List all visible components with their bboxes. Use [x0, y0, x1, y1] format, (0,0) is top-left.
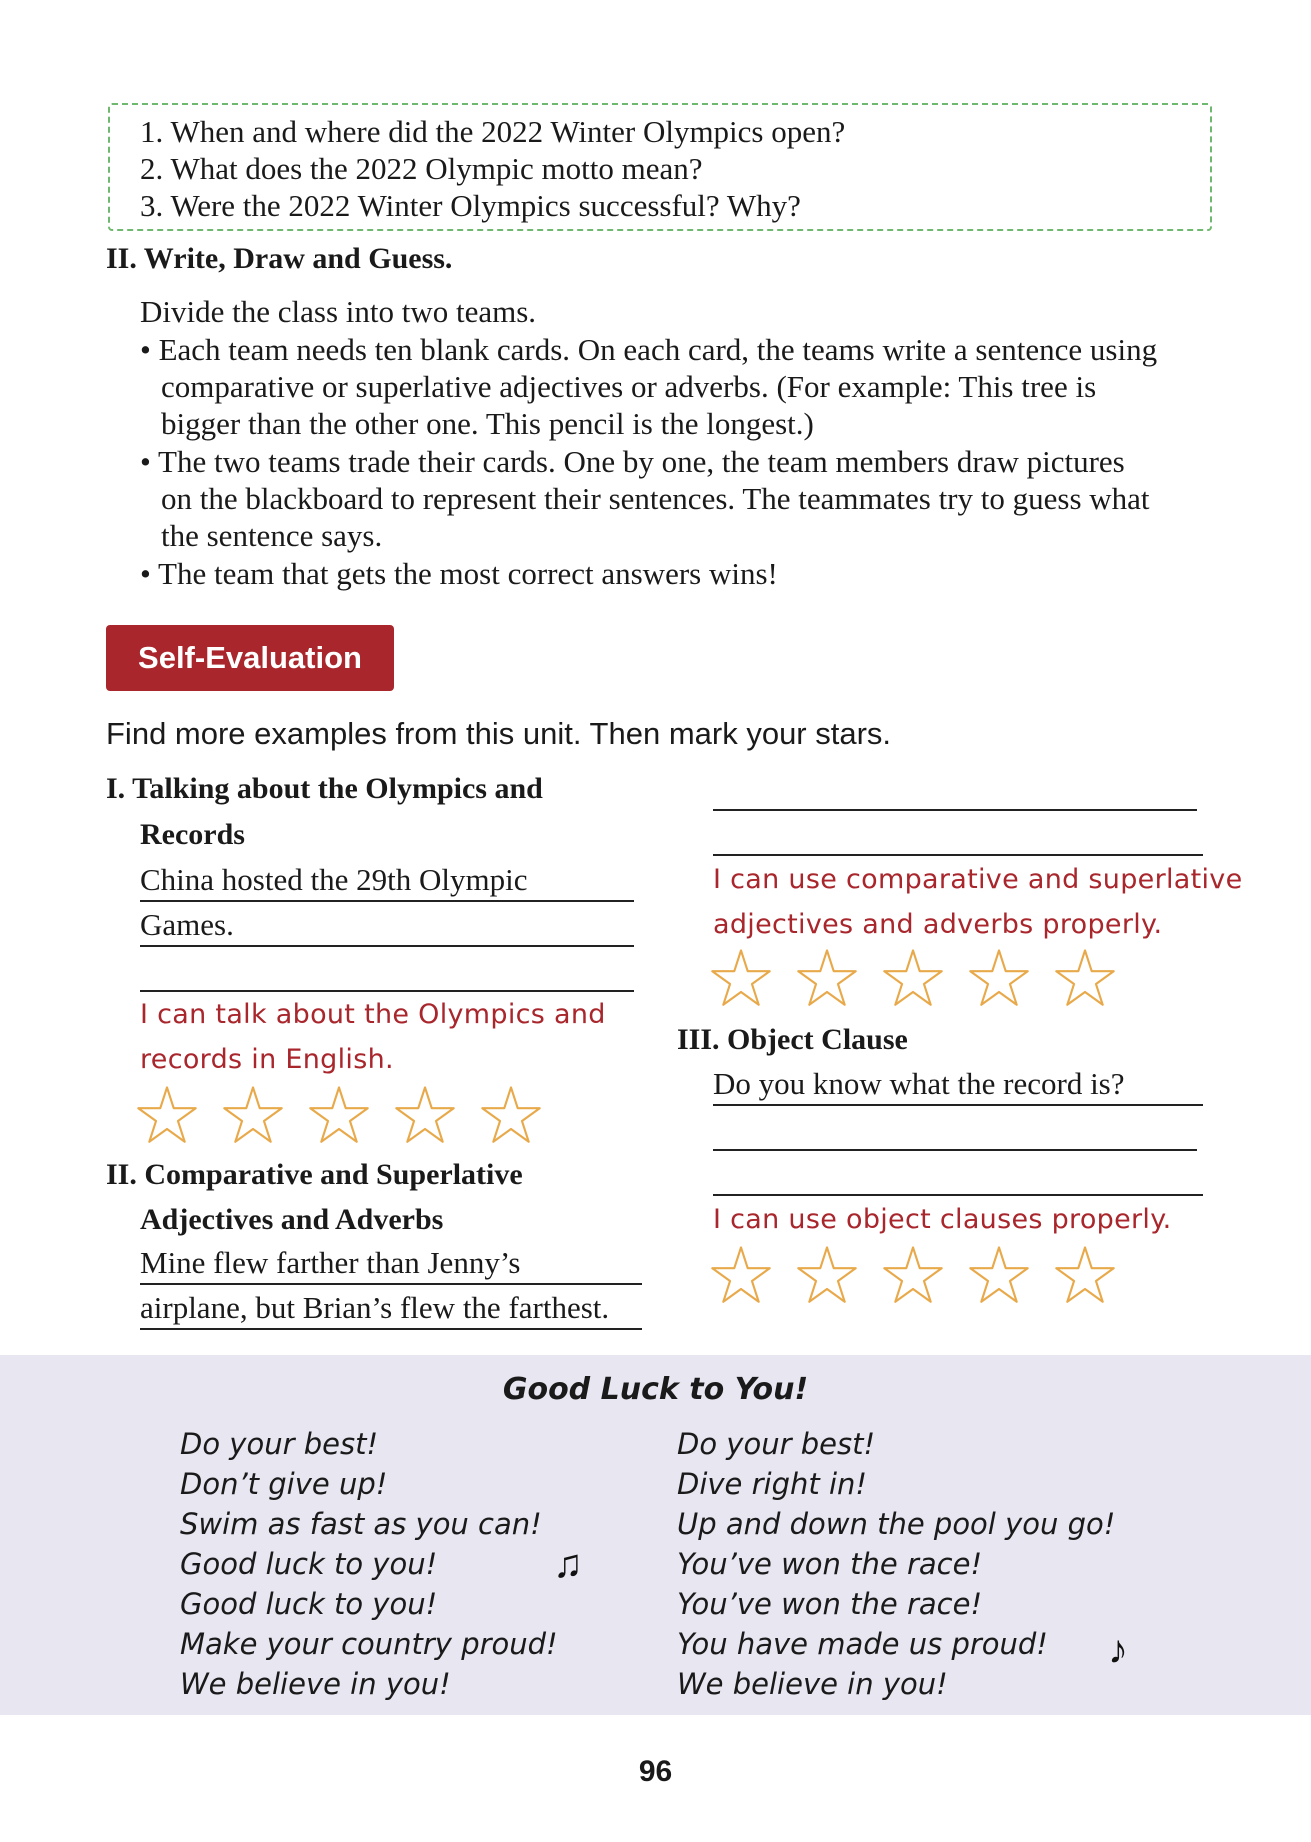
section-1-title: I. Talking about the Olympics and — [106, 772, 543, 805]
song-line: Up and down the pool you go! — [677, 1507, 1116, 1541]
star-icon[interactable] — [882, 1245, 944, 1303]
star-icon[interactable] — [222, 1085, 284, 1143]
song-line: Good luck to you! — [180, 1547, 438, 1581]
section-1-example-1: China hosted the 29th Olympic — [140, 862, 528, 897]
section-3-answer-line-2[interactable] — [713, 1105, 1197, 1151]
star-icon[interactable] — [710, 1245, 772, 1303]
star-icon[interactable] — [394, 1085, 456, 1143]
question-1: 1. When and where did the 2022 Winter Olympics open? — [140, 114, 846, 149]
song-right-column — [677, 1424, 1115, 1704]
section-2-example-1: Mine flew farther than Jenny’s — [140, 1245, 521, 1280]
section-2-stars — [710, 948, 1116, 1006]
song-line: Good luck to you! — [180, 1587, 438, 1621]
song-line: Swim as fast as you can! — [180, 1507, 542, 1541]
section-2-answer-line-3[interactable] — [713, 765, 1197, 811]
star-icon[interactable] — [796, 1245, 858, 1303]
song-line: You’ve won the race! — [677, 1547, 983, 1581]
section-1-answer-line-1[interactable] — [140, 856, 634, 902]
song-line: You have made us proud! — [677, 1627, 1048, 1661]
song-line: Don’t give up! — [180, 1467, 388, 1501]
self-evaluation-label: Self-Evaluation — [106, 625, 394, 691]
section-3-can-do: I can use object clauses properly. — [713, 1204, 1172, 1235]
section-1-title-2: Records — [140, 818, 245, 851]
star-icon[interactable] — [480, 1085, 542, 1143]
self-evaluation-instruction: Find more examples from this unit. Then mark your stars. — [106, 716, 892, 751]
section-1-can-do-2: records in English. — [140, 1044, 394, 1075]
song-line: You’ve won the race! — [677, 1587, 983, 1621]
bullet-1-line-3: bigger than the other one. This pencil is the longest.) — [161, 406, 814, 441]
section-2-example-2: airplane, but Brian’s flew the farthest. — [140, 1290, 610, 1325]
bullet-2-line-1: • The two teams trade their cards. One by one, the team members draw pictures — [140, 444, 1125, 479]
section-1-stars — [136, 1085, 542, 1143]
star-icon[interactable] — [796, 948, 858, 1006]
star-icon[interactable] — [710, 948, 772, 1006]
song-line: Make your country proud! — [180, 1627, 558, 1661]
bullet-3-line-1: • The team that gets the most correct answers wins! — [140, 556, 778, 591]
music-note-icon: ♪ — [1108, 1627, 1128, 1672]
section-2-title: II. Comparative and Superlative — [106, 1158, 523, 1191]
star-icon[interactable] — [882, 948, 944, 1006]
section-2-can-do: I can use comparative and superlative — [713, 864, 1243, 895]
questions-box — [108, 103, 1212, 231]
section-3-answer-line-3[interactable] — [713, 1150, 1203, 1196]
section-2-answer-line-2[interactable] — [140, 1284, 642, 1330]
music-note-icon: ♫ — [553, 1541, 583, 1586]
question-3: 3. Were the 2022 Winter Olympics successful? Why? — [140, 188, 801, 223]
section-2-answer-line-1[interactable] — [140, 1239, 642, 1285]
section-1-answer-line-2[interactable] — [140, 901, 634, 947]
bullet-1-line-2: comparative or superlative adjectives or adverbs. (For example: This tree is — [161, 369, 1097, 404]
section-3-answer-line-1[interactable] — [713, 1060, 1203, 1106]
section-3-stars — [710, 1245, 1116, 1303]
section-2-title-2: Adjectives and Adverbs — [140, 1203, 444, 1236]
bullet-1-line-1: • Each team needs ten blank cards. On each card, the teams write a sentence using — [140, 332, 1158, 367]
section-1-example-2: Games. — [140, 907, 234, 942]
activity-title: II. Write, Draw and Guess. — [106, 242, 453, 275]
star-icon[interactable] — [1054, 1245, 1116, 1303]
song-left-column — [180, 1424, 558, 1704]
song-line: Dive right in! — [677, 1467, 868, 1501]
star-icon[interactable] — [968, 1245, 1030, 1303]
section-3-title: III. Object Clause — [677, 1023, 908, 1056]
section-1-answer-line-3[interactable] — [140, 946, 634, 992]
section-3-example-1: Do you know what the record is? — [713, 1066, 1125, 1101]
song-line: We believe in you! — [180, 1667, 451, 1701]
section-1-can-do: I can talk about the Olympics and — [140, 999, 606, 1030]
section-2-answer-line-4[interactable] — [713, 810, 1203, 856]
bullet-2-line-3: the sentence says. — [161, 518, 383, 553]
song-line: We believe in you! — [677, 1667, 948, 1701]
question-2: 2. What does the 2022 Olympic motto mean? — [140, 151, 703, 186]
song-line: Do your best! — [677, 1427, 876, 1461]
bullet-2-line-2: on the blackboard to represent their sentences. The teammates try to guess what — [161, 481, 1150, 516]
section-2-can-do-2: adjectives and adverbs properly. — [713, 909, 1163, 940]
star-icon[interactable] — [136, 1085, 198, 1143]
song-title: Good Luck to You! — [502, 1372, 809, 1407]
star-icon[interactable] — [968, 948, 1030, 1006]
star-icon[interactable] — [308, 1085, 370, 1143]
activity-intro: Divide the class into two teams. — [140, 294, 537, 329]
star-icon[interactable] — [1054, 948, 1116, 1006]
song-line: Do your best! — [180, 1427, 379, 1461]
page-number: 96 — [638, 1755, 673, 1788]
